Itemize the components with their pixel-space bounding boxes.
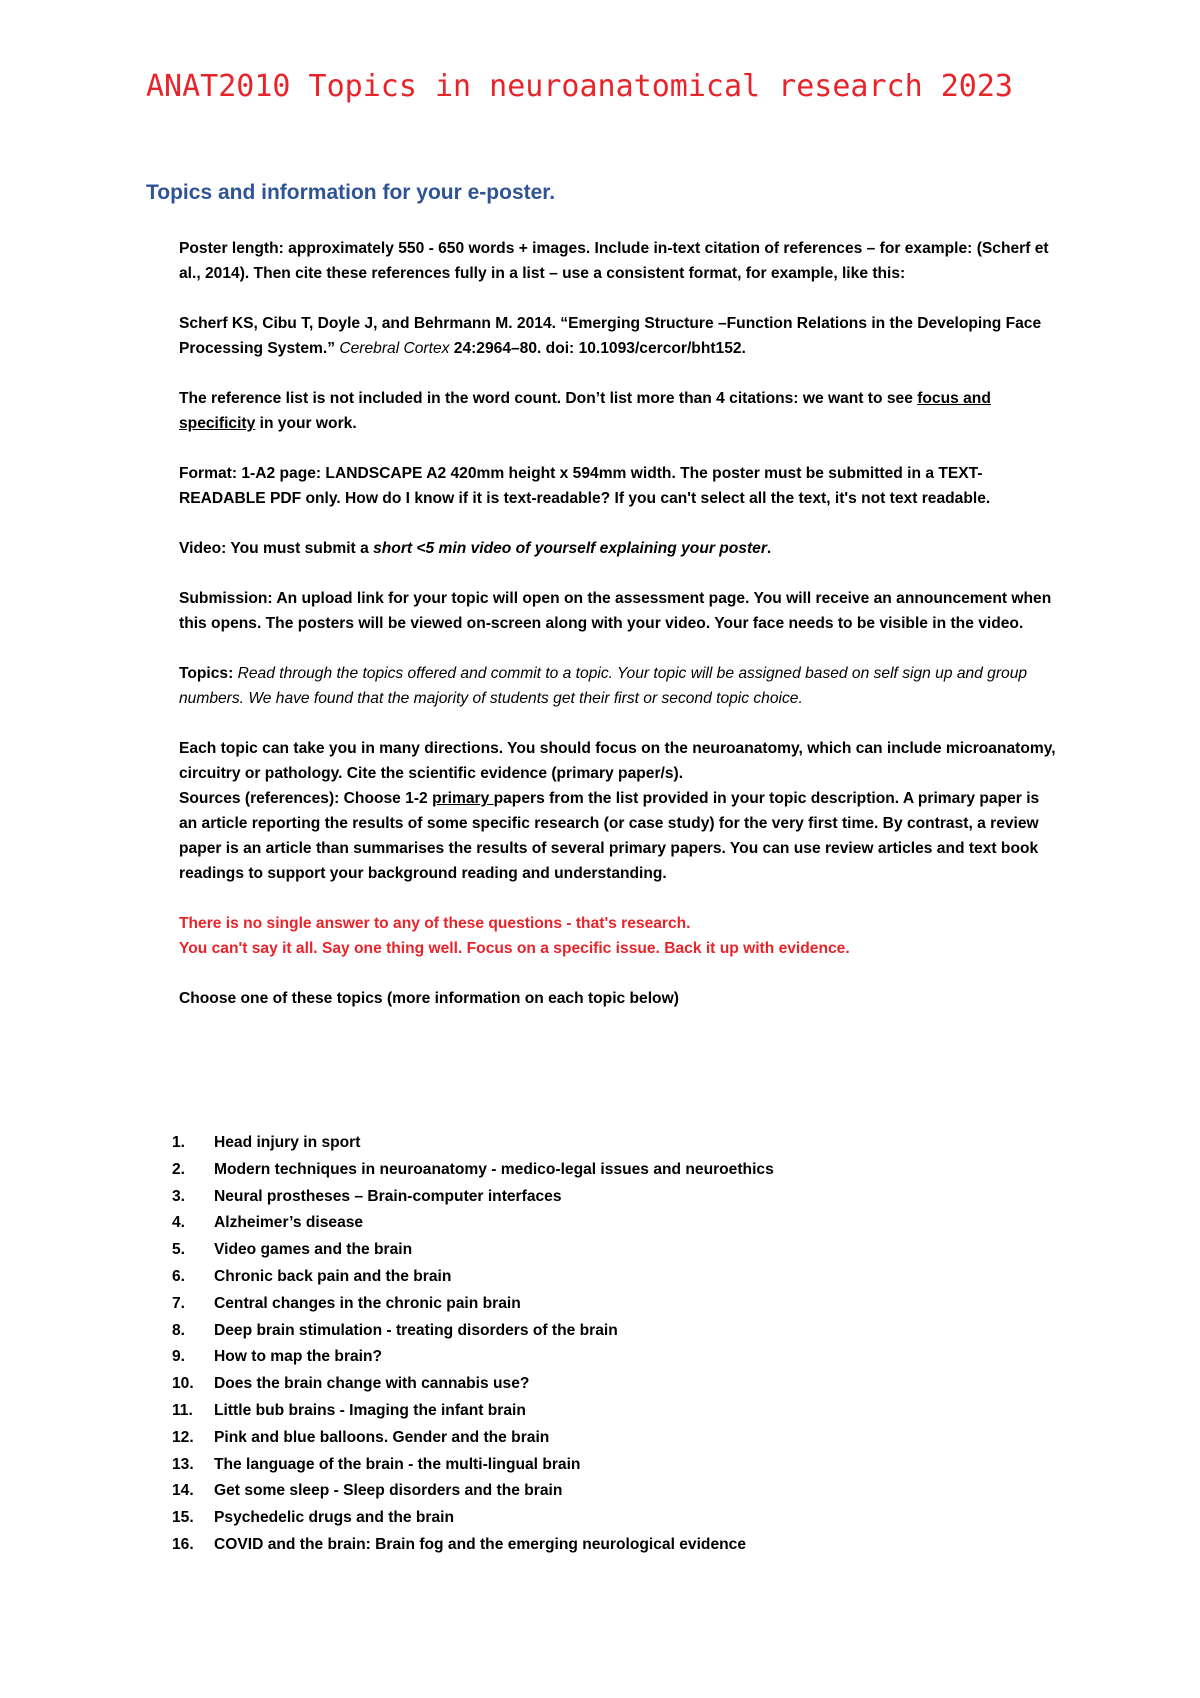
video-label: Video: You must submit a [179,540,374,557]
sources-after: papers from the list provided in your topic description. A primary paper is an article reporting the results of some specific research (or case study) for the very first time. By contrast, a review paper is an article than summarises the results of several primary papers. You can use review articles and text book readings to support your background reading and understanding. [179,790,1040,882]
list-item-label: Get some sleep - Sleep disorders and the brain [214,1482,563,1500]
format-paragraph: Format: 1-A2 page: LANDSCAPE A2 420mm height x 594mm width. The poster must be submitted in a TEXT-READABLE PDF only. How do I know if it is text-readable? If you can't select all the text, it's not text readable. [179,465,991,507]
poster-length-paragraph: Poster length: approximately 550 - 650 words + images. Include in-text citation of references – for example: (Scherf et al., 2014). Then cite these references fully in a list – use a consistent format, for example, like this: [179,240,1049,282]
document-body [179,236,1059,1011]
list-item [172,1210,774,1237]
list-number: 7. [172,1294,186,1312]
reference-journal: Cerebral Cortex [339,340,450,357]
video-paragraph [179,536,1059,561]
list-item [172,1237,774,1264]
list-item [172,1505,774,1532]
list-number: 2. [172,1160,186,1178]
list-item-label: Does the brain change with cannabis use? [214,1375,530,1393]
page-subtitle: Topics and information for your e-poster. [146,181,556,204]
list-item-label: COVID and the brain: Brain fog and the emerging neurological evidence [214,1535,746,1553]
list-item [172,1398,774,1425]
ref-note-before: The reference list is not included in the word count. Don’t list more than 4 citations: we want to see [179,390,918,407]
reference-authors: Scherf KS, Cibu T, Doyle J, and Behrmann M. 2014. “Emerging Structure –Function Relations in the Developing Face Processing System.” [179,315,1042,357]
list-number: 6. [172,1267,186,1285]
sources-underlined: primary [432,790,494,807]
topics-note-label: Topics: [179,665,238,682]
list-number: 3. [172,1187,186,1205]
list-item [172,1478,774,1505]
list-number: 10. [172,1375,194,1393]
list-number: 11. [172,1401,193,1419]
list-item [172,1184,774,1211]
list-number: 5. [172,1241,186,1259]
topics-note-italic: Read through the topics offered and commit to a topic. Your topic will be assigned based on self sign up and group numbers. We have found that the majority of students get their first or second topic choice. [179,665,1028,707]
list-number: 14. [172,1482,194,1500]
ref-note-after: in your work. [255,415,357,432]
topics-note-paragraph [179,661,1059,711]
list-item-label: Deep brain stimulation - treating disorders of the brain [214,1321,618,1339]
list-number: 8. [172,1321,186,1339]
reference-details: 24:2964–80. doi: 10.1093/cercor/bht152. [453,340,746,357]
list-item [172,1452,774,1479]
topics-list [172,1130,774,1559]
list-item-label: Central changes in the chronic pain brain [214,1294,521,1312]
list-item-label: Pink and blue balloons. Gender and the brain [214,1428,550,1446]
list-item-label: Head injury in sport [214,1134,361,1151]
ref-note-underlined: focus and specificity [179,390,991,432]
list-item [172,1371,774,1398]
list-item-label: The language of the brain - the multi-lingual brain [214,1455,581,1473]
reference-example [179,311,1059,361]
list-number: 12. [172,1428,194,1446]
reference-list-note [179,386,1059,436]
warning-line-2: You can't say it all. Say one thing well. Focus on a specific issue. Back it up with evidence. [179,940,850,957]
list-item-label: Neural prostheses – Brain-computer interfaces [214,1187,562,1205]
list-item-label: Chronic back pain and the brain [214,1267,452,1285]
list-item-label: Little bub brains - Imaging the infant brain [214,1401,526,1419]
list-number: 15. [172,1509,194,1527]
list-item [172,1291,774,1318]
list-item-label: Video games and the brain [214,1241,413,1259]
video-italic: short <5 min video of yourself explaining your poster [373,540,767,557]
list-number: 13. [172,1455,194,1473]
each-topic-paragraph: Each topic can take you in many directions. You should focus on the neuroanatomy, which can include microanatomy, circuitry or pathology. Cite the scientific evidence (primary paper/s). [179,740,1056,782]
list-item [172,1130,774,1157]
list-item-label: Alzheimer’s disease [214,1214,364,1232]
list-number: 4. [172,1214,186,1232]
list-item [172,1425,774,1452]
list-number: 9. [172,1348,186,1366]
list-item-label: Modern techniques in neuroanatomy - medico-legal issues and neuroethics [214,1160,774,1178]
list-item [172,1157,774,1184]
sources-paragraph [179,786,1059,886]
list-item [172,1264,774,1291]
list-item [172,1344,774,1371]
list-item-label: Psychedelic drugs and the brain [214,1509,455,1527]
warning-line-1: There is no single answer to any of these questions - that's research. [179,915,691,932]
submission-paragraph: Submission: An upload link for your topic will open on the assessment page. You will receive an announcement when this opens. The posters will be viewed on-screen along with your video. Your face needs to be visible in the video. [179,590,1052,632]
list-number: 16. [172,1535,194,1553]
list-item-label: How to map the brain? [214,1348,383,1366]
choose-heading: Choose one of these topics (more information on each topic below) [179,990,679,1007]
sources-before: Sources (references): Choose 1-2 [179,790,433,807]
page-title: ANAT2010 Topics in neuroanatomical research 2023 [146,69,1013,104]
list-item [172,1532,774,1559]
video-end: . [766,540,772,557]
list-number: 1. [172,1134,186,1151]
list-item [172,1318,774,1345]
